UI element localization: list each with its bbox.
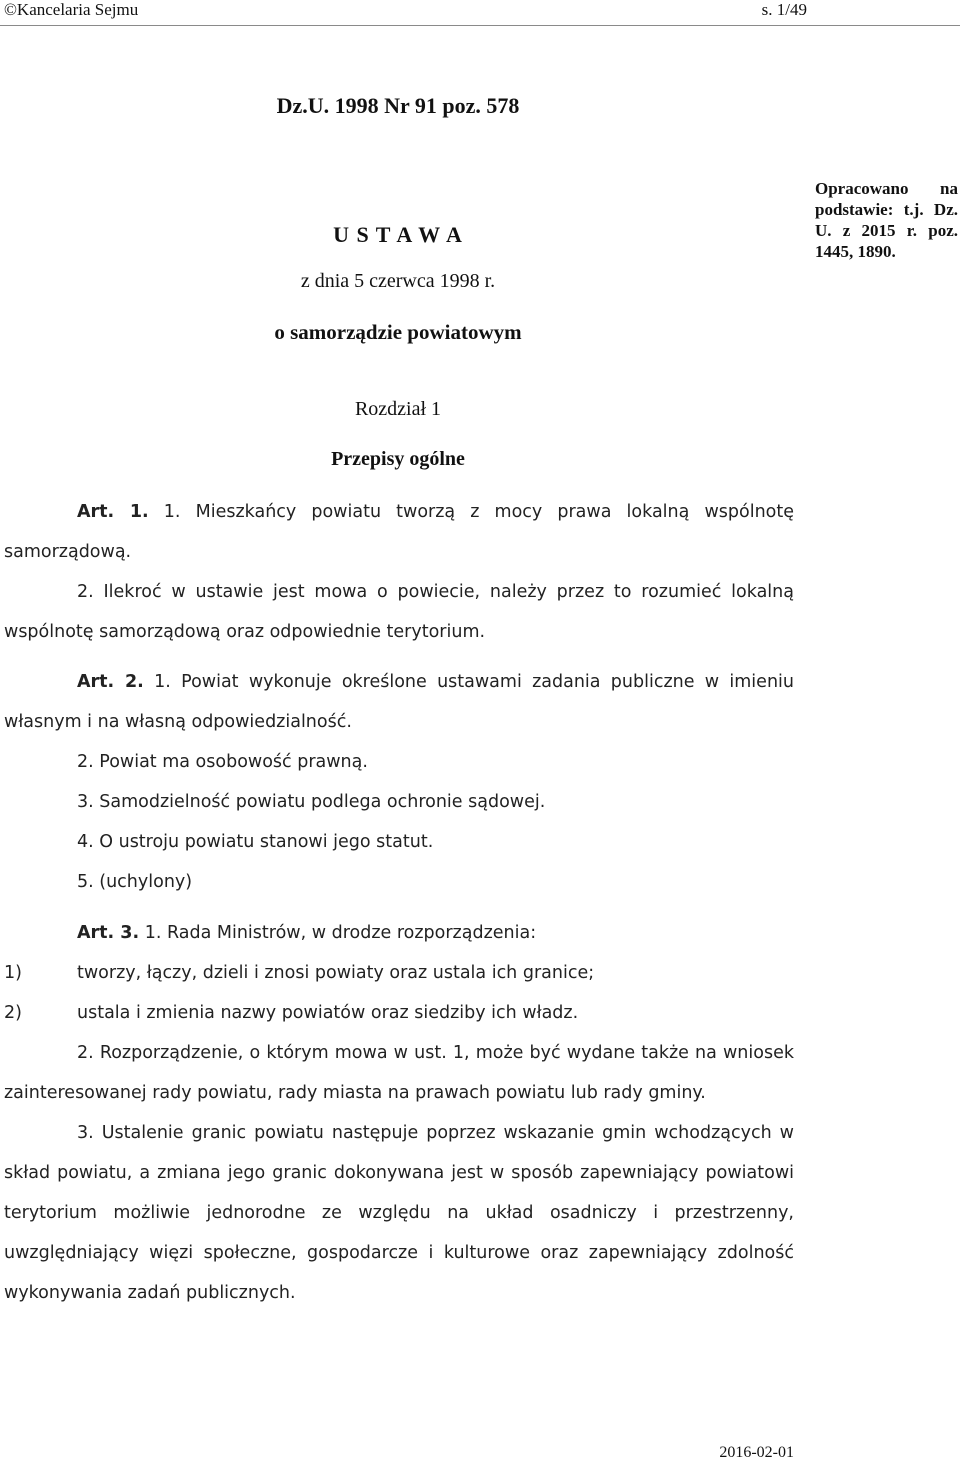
- art3-para-1: [4, 913, 794, 953]
- art3-item-1-number: 1): [4, 963, 22, 983]
- art3-item-1-text: tworzy, łączy, dzieli i znosi powiaty oraz ustala ich granice;: [77, 963, 595, 983]
- art2-p1-text: Powiat wykonuje określone ustawami zadania publiczne w imieniu własnym i na własną odpowiedzialność.: [4, 672, 794, 732]
- art1-p2-number: 2.: [77, 582, 94, 602]
- art3-para-3: 3. Ustalenie granic powiatu następuje poprzez wskazanie gmin wchodzących w skład powiatu, a zmiana jego granic dokonywana jest w sposób zapewniający powiatowi terytorium możliwie jednorodne ze względu na układ osadniczy i przestrzenny, uwzględniający więzi społeczne, gospodarcze i kulturowe oraz zapewniający zdolność wykonywania zadań publicznych.: [4, 1123, 794, 1303]
- document-date: z dnia 5 czerwca 1998 r.: [300, 270, 496, 292]
- art1-para-1: [4, 492, 794, 572]
- art3-p1-number: 1.: [144, 923, 162, 943]
- art3-item-2-number: 2): [4, 1003, 22, 1023]
- art2-para-5: 5. (uchylony): [77, 872, 193, 892]
- art2-p1-number: 1.: [154, 672, 171, 692]
- art3-item-2-text: ustala i zmienia nazwy powiatów oraz siedziby ich władz.: [77, 1003, 579, 1023]
- document-subject: o samorządzie powiatowym: [274, 320, 522, 344]
- art3-p1-text: Rada Ministrów, w drodze rozporządzenia:: [166, 923, 537, 943]
- art3-list-item: [4, 993, 794, 1033]
- art1-p1-text: Mieszkańcy powiatu tworzą z mocy prawa lokalną wspólnotę samorządową.: [4, 502, 794, 562]
- art3-list-item: [4, 953, 794, 993]
- document-title: U S T A W A: [333, 222, 463, 247]
- art3-label: Art. 3.: [77, 923, 140, 943]
- header-divider: [0, 25, 960, 26]
- article-3: [4, 913, 794, 1313]
- art1-para-2: [4, 572, 794, 652]
- article-1: [4, 492, 794, 652]
- art2-label: Art. 2.: [77, 672, 144, 692]
- art1-p1-number: 1.: [163, 502, 181, 522]
- footer-date: 2016-02-01: [719, 1444, 794, 1461]
- header-page-number: s. 1/49: [761, 0, 807, 19]
- document-reference: Dz.U. 1998 Nr 91 poz. 578: [276, 93, 520, 118]
- article-2: [4, 662, 794, 902]
- art2-para-4: 4. O ustroju powiatu stanowi jego statut.: [77, 832, 434, 852]
- art2-para-1: [4, 662, 794, 742]
- chapter-label: Rozdział 1: [354, 398, 442, 420]
- header-publisher: ©Kancelaria Sejmu: [4, 0, 139, 19]
- chapter-title: Przepisy ogólne: [331, 448, 465, 470]
- art1-label: Art. 1.: [77, 502, 149, 522]
- art1-p2-text: Ilekroć w ustawie jest mowa o powiecie, należy przez to rozumieć lokalną wspólnotę samorządową oraz odpowiednie terytorium.: [4, 582, 794, 642]
- art3-para-2: 2. Rozporządzenie, o którym mowa w ust. 1, może być wydane także na wniosek zainteresowanej rady powiatu, rady miasta na prawach powiatu lub rady gminy.: [4, 1043, 794, 1103]
- art2-para-3: 3. Samodzielność powiatu podlega ochronie sądowej.: [77, 792, 546, 812]
- source-note: Opracowano na podstawie: t.j. Dz. U. z 2015 r. poz. 1445, 1890.: [815, 179, 958, 261]
- art2-para-2: 2. Powiat ma osobowość prawną.: [77, 752, 368, 772]
